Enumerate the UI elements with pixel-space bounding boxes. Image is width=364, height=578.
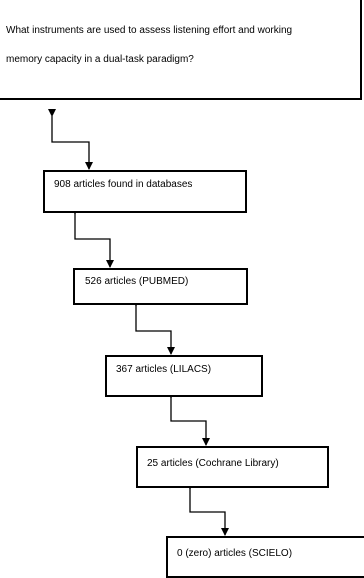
cochrane-label: 25 articles (Cochrane Library): [147, 458, 279, 469]
question-line-1: What instruments are used to assess listening effort and working: [6, 25, 293, 36]
question-line-2: memory capacity in a dual-task paradigm?: [6, 54, 194, 65]
connector-arrow-cochrane-to-scielo: [190, 489, 225, 535]
cochrane-box: [136, 446, 329, 488]
databases-label: 908 articles found in databases: [54, 179, 193, 190]
pubmed-box: [73, 268, 248, 305]
scielo-label: 0 (zero) articles (SCIELO): [177, 548, 293, 559]
connector-arrow-lilacs-to-cochrane: [171, 398, 206, 445]
connector-arrow-question-to-databases: [52, 116, 89, 169]
databases-box: [43, 170, 247, 213]
lilacs-box: [105, 355, 263, 397]
pubmed-label: 526 articles (PUBMED): [85, 276, 189, 287]
scielo-box: [166, 536, 364, 578]
lilacs-label: 367 articles (LILACS): [116, 364, 212, 375]
connector-arrow-databases-to-pubmed: [75, 214, 110, 267]
connector-arrow-pubmed-to-lilacs: [136, 306, 171, 354]
